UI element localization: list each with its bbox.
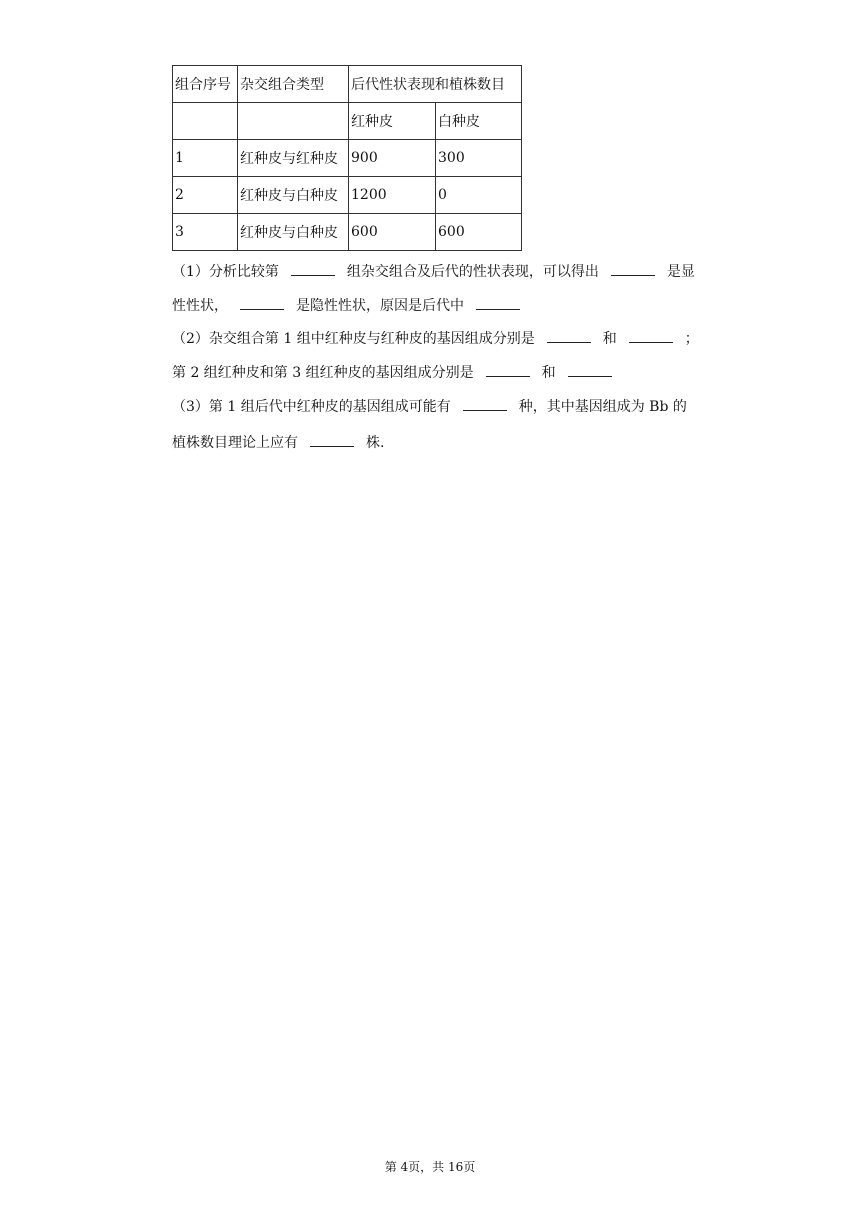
- question-text: 和: [602, 331, 617, 347]
- answer-blank[interactable]: [568, 362, 612, 377]
- table-cell: 900: [349, 140, 436, 177]
- question-text: 组杂交组合及后代的性状表现，可以得出: [346, 264, 599, 280]
- answer-blank[interactable]: [611, 261, 655, 276]
- question-text: （1）分析比较第: [172, 264, 279, 280]
- cross-results-table: [172, 65, 522, 251]
- question-1-line-2: [172, 295, 532, 316]
- table-empty-cell: [238, 103, 349, 140]
- table-subheader-row: [173, 103, 522, 140]
- table-header-cell: 白种皮: [436, 103, 522, 140]
- table-cell: 0: [436, 177, 522, 214]
- question-text: （2）杂交组合第 1 组中红种皮与红种皮的基因组成分别是: [172, 331, 535, 347]
- table-cell: 红种皮与白种皮: [238, 177, 349, 214]
- answer-blank[interactable]: [291, 261, 335, 276]
- answer-blank[interactable]: [629, 328, 673, 343]
- question-2-line-1: [172, 328, 699, 349]
- question-3-line-2: [172, 432, 384, 453]
- question-text: 性性状，: [172, 298, 228, 314]
- question-text: （3）第 1 组后代中红种皮的基因组成可能有: [172, 399, 451, 415]
- answer-blank[interactable]: [476, 295, 520, 310]
- table-cell: 3: [173, 214, 238, 251]
- table-cell: 红种皮与红种皮: [238, 140, 349, 177]
- table-header-cell: 后代性状表现和植株数目: [349, 66, 522, 103]
- table-header-row: [173, 66, 522, 103]
- answer-blank[interactable]: [463, 396, 507, 411]
- question-text: ；: [684, 331, 699, 347]
- answer-blank[interactable]: [240, 295, 284, 310]
- question-text: 第 2 组红种皮和第 3 组红种皮的基因组成分别是: [172, 365, 474, 381]
- page-footer: 第 4页，共 16页: [384, 1160, 476, 1174]
- table-empty-cell: [173, 103, 238, 140]
- table-header-cell: 组合序号: [173, 66, 238, 103]
- question-text: 是隐性性状，原因是后代中: [296, 298, 464, 314]
- question-2-line-2: [172, 362, 624, 383]
- table-row: [173, 214, 522, 251]
- answer-blank[interactable]: [310, 432, 354, 447]
- table-cell: 1: [173, 140, 238, 177]
- table-cell: 300: [436, 140, 522, 177]
- table-header-cell: 杂交组合类型: [238, 66, 349, 103]
- question-text: 种，其中基因组成为 Bb 的: [518, 399, 687, 415]
- question-text: 和: [541, 365, 556, 381]
- table-cell: 2: [173, 177, 238, 214]
- table-row: [173, 177, 522, 214]
- question-text: 株.: [366, 435, 385, 451]
- answer-blank[interactable]: [547, 328, 591, 343]
- table-row: [173, 140, 522, 177]
- table-cell: 600: [436, 214, 522, 251]
- table-header-cell: 红种皮: [349, 103, 436, 140]
- answer-blank[interactable]: [486, 362, 530, 377]
- table-cell: 红种皮与白种皮: [238, 214, 349, 251]
- question-text: 是显: [666, 264, 695, 280]
- table-cell: 1200: [349, 177, 436, 214]
- table-cell: 600: [349, 214, 436, 251]
- question-3-line-1: [172, 396, 687, 417]
- question-1-line-1: [172, 261, 695, 282]
- question-text: 植株数目理论上应有: [172, 435, 298, 451]
